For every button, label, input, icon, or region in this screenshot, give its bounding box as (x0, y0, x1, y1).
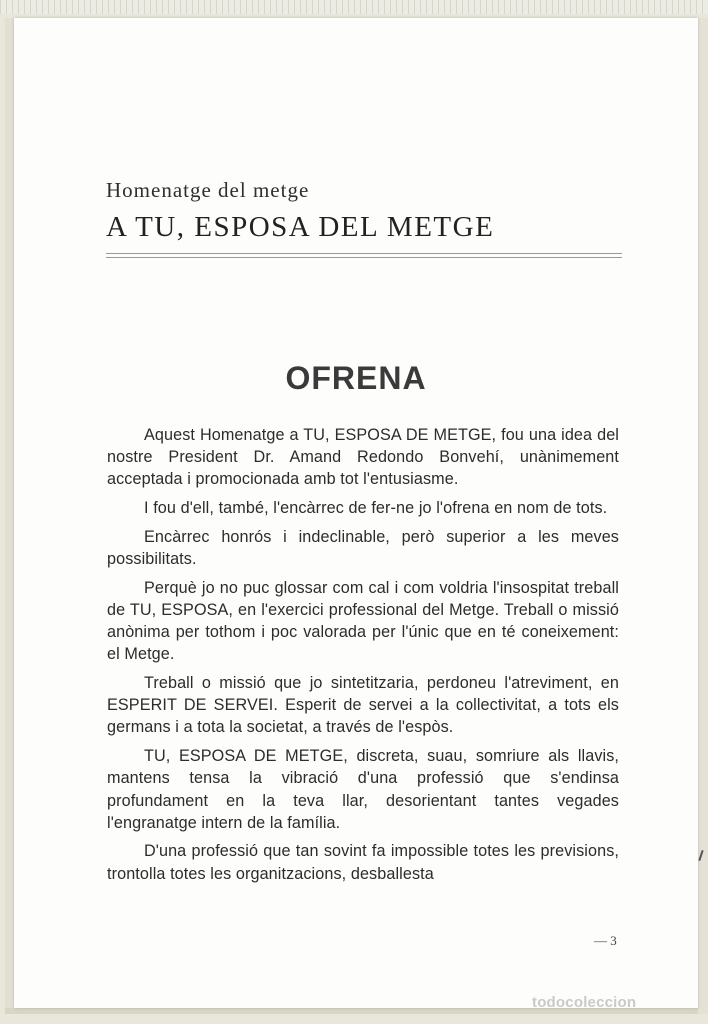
header-rule-bottom (106, 257, 622, 258)
paragraph: Treball o missió que jo sintetitzaria, perdoneu l'atreviment, en ESPERIT DE SERVEI. Esperit de servei a la collectivitat, a tots els germans i a tota la societat, a través de l'espòs. (107, 674, 619, 737)
paragraph: D'una professió que tan sovint fa impossible totes les previsions, trontolla totes les organitzacions, desballesta (107, 842, 619, 883)
paragraph: Encàrrec honrós i indeclinable, però superior a les meves possibilitats. (107, 527, 619, 569)
paragraph: Aquest Homenatge a TU, ESPOSA DE METGE, fou una idea del nostre President Dr. Amand Redondo Bonvehí, unànimement acceptada i promocionada amb tot l'entusiasme. (107, 426, 619, 489)
paragraph: I fou d'ell, també, l'encàrrec de fer-ne jo l'ofrena en nom de tots. (144, 499, 608, 518)
page-number: — 3 (594, 933, 617, 948)
document-page (14, 18, 698, 1008)
page-edge-left (5, 18, 14, 1008)
body-text (107, 424, 619, 891)
page-edge-right (698, 18, 708, 1014)
header-rule-top (106, 253, 622, 254)
paragraph: Perquè jo no puc glossar com cal i com voldria l'insospitat treball de TU, ESPOSA, en l'exercici professional del Metge. Treball o missió anònima per tothom i poc valorada per l'únic que en té coneixement: el Metge. (107, 578, 619, 664)
header-title: A TU, ESPOSA DEL METGE (106, 211, 495, 243)
scanner-ruler-strip (0, 0, 708, 14)
paragraph: TU, ESPOSA DE METGE, discreta, suau, somriure als llavis, mantens tensa la vibració d'una professió que s'endinsa profundament en la teva llar, desorientant tantes vegades l'engranatge intern de la família. (107, 747, 619, 832)
header-subtitle: Homenatge del metge (106, 178, 310, 202)
section-title: OFRENA (285, 360, 427, 396)
watermark-logo: todocoleccion (532, 994, 637, 1011)
